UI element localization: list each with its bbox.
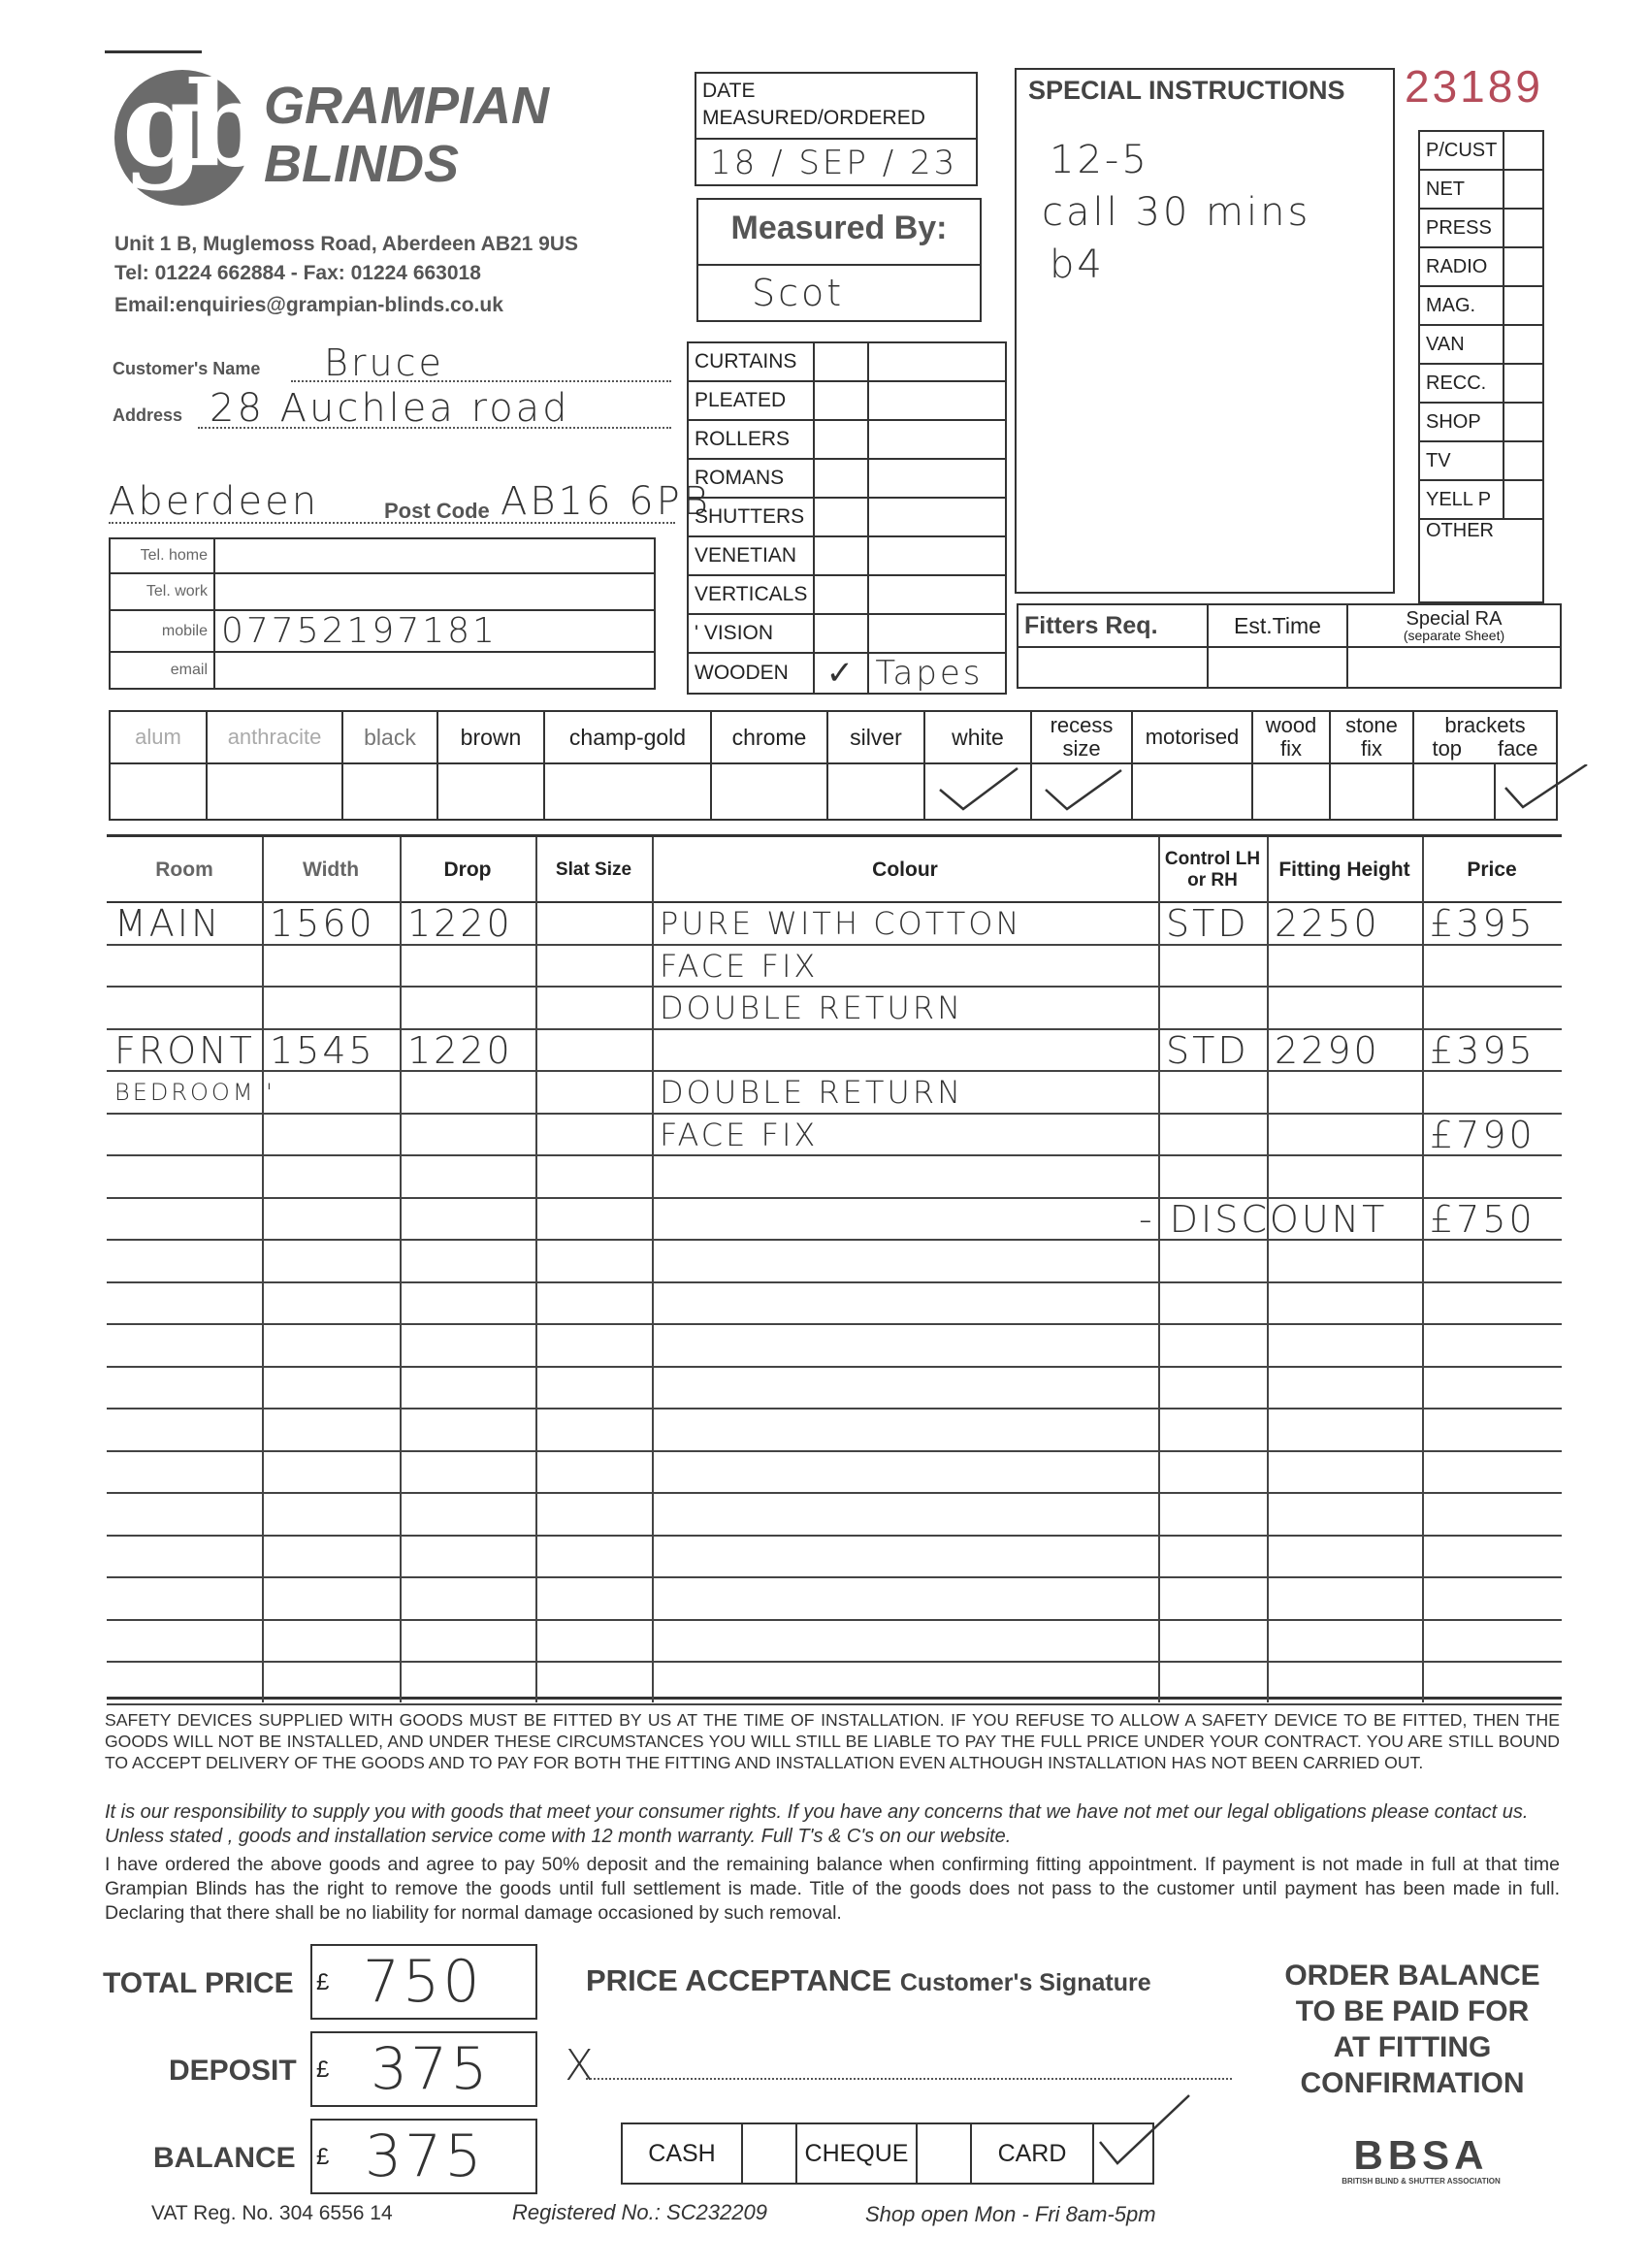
signature-line[interactable]	[586, 2078, 1232, 2080]
check-mark-icon	[1038, 764, 1125, 813]
date-label-1: DATE	[702, 80, 756, 102]
table-row[interactable]	[107, 1072, 1562, 1115]
order-cell[interactable]: 1220	[407, 1028, 513, 1072]
finish-stone-fix: stone fix	[1330, 711, 1413, 763]
table-row[interactable]	[107, 1537, 1562, 1579]
measured-by-box	[696, 198, 982, 322]
finish-brown: brown	[437, 711, 544, 763]
order-header-cell: Room	[155, 859, 213, 881]
blind-type-mark[interactable]	[814, 342, 868, 381]
finish-chrome: chrome	[711, 711, 827, 763]
blind-types-table	[687, 341, 1007, 695]
table-row[interactable]	[107, 1030, 1562, 1073]
finish-check-cell[interactable]	[1330, 763, 1413, 820]
order-cell[interactable]: STD	[1166, 1028, 1249, 1072]
date-label-2: MEASURED/ORDERED	[702, 107, 925, 129]
finish-anthracite: anthracite	[207, 711, 342, 763]
finish-check-cell[interactable]	[342, 763, 437, 820]
total-box[interactable]	[310, 1944, 537, 2020]
order-cell[interactable]: DOUBLE RETURN	[660, 989, 964, 1026]
total-value[interactable]: 750	[363, 1948, 483, 2016]
finish-check-cell-white[interactable]	[924, 763, 1031, 820]
deposit-value[interactable]: 375	[371, 2035, 491, 2103]
order-header-cell: Control LH or RH	[1164, 849, 1261, 891]
balance-label: BALANCE	[153, 2142, 296, 2174]
table-row[interactable]	[107, 988, 1562, 1030]
bbsa-logo-text: BBSA	[1353, 2132, 1489, 2178]
rights-terms: It is our responsibility to supply you with goods that meet your consumer rights. If you have any concerns that we have not met our legal obligations please contact us. Unless stated , goods and installation service come with 12 month warranty. Full T's & C's on our website.	[105, 1801, 1529, 1847]
company-logo	[114, 56, 260, 206]
blind-type-label: PLEATED	[688, 381, 814, 420]
payment-method-table	[621, 2122, 1154, 2185]
blind-type-mark[interactable]	[814, 381, 868, 420]
blind-type-note[interactable]	[868, 381, 1006, 420]
blind-type-label: VENETIAN	[688, 536, 814, 575]
order-cell[interactable]: 1560	[270, 902, 375, 945]
finish-wood-fix: wood fix	[1252, 711, 1330, 763]
address-line-1[interactable]: 28 Auchlea road	[210, 386, 570, 431]
order-header-cell: Drop	[443, 859, 492, 881]
special-ra-sub: (separate Sheet)	[1403, 628, 1505, 643]
order-cell[interactable]: PURE WITH COTTON	[660, 905, 1022, 942]
order-table	[107, 834, 1562, 1700]
source-label: MAG.	[1419, 286, 1504, 325]
source-row[interactable]	[1419, 247, 1543, 286]
card-label: CARD	[971, 2123, 1093, 2184]
company-name-1: GRAMPIAN	[264, 77, 549, 135]
source-label: OTHER	[1419, 519, 1543, 602]
check-mark-icon	[1096, 2091, 1193, 2169]
order-cell[interactable]: - DISCOUNT	[1139, 1197, 1388, 1241]
order-header-cell: Price	[1467, 859, 1517, 881]
special-instruction-line-2[interactable]: call 30 mins	[1042, 190, 1311, 235]
blind-type-note[interactable]	[868, 342, 1006, 381]
order-cell[interactable]: STD	[1166, 902, 1249, 945]
brackets-face-label: face	[1497, 736, 1538, 761]
vat-number: VAT Reg. No. 304 6556 14	[151, 2202, 393, 2224]
logo-letters: gb	[122, 56, 250, 193]
source-row[interactable]	[1419, 286, 1543, 325]
price-acceptance-title	[586, 1963, 1151, 1998]
table-row[interactable]	[107, 1368, 1562, 1410]
table-row[interactable]	[107, 1452, 1562, 1495]
order-balance-line: TO BE PAID FOR	[1295, 1995, 1530, 2027]
bbsa-logo-sub: BRITISH BLIND & SHUTTER ASSOCIATION	[1342, 2177, 1501, 2186]
measured-by-label: Measured By:	[730, 210, 948, 246]
order-cell[interactable]: £790	[1430, 1113, 1536, 1156]
contact-value[interactable]	[214, 652, 655, 689]
source-row[interactable]	[1419, 480, 1543, 519]
table-row[interactable]	[107, 1409, 1562, 1452]
blind-type-mark[interactable]	[814, 575, 868, 614]
currency-symbol: £	[316, 2057, 330, 2083]
contact-value[interactable]	[214, 538, 655, 573]
customer-name[interactable]: Bruce	[324, 341, 444, 384]
blind-type-label: VERTICALS	[688, 575, 814, 614]
balance-value[interactable]: 375	[365, 2122, 485, 2190]
order-balance-line: AT FITTING	[1333, 2031, 1492, 2063]
finish-check-cell-recess[interactable]	[1031, 763, 1132, 820]
special-ra-value[interactable]	[1347, 647, 1561, 688]
blind-type-row[interactable]	[688, 614, 1006, 653]
contact-label: Tel. home	[110, 538, 214, 573]
blind-type-row[interactable]	[688, 653, 1006, 694]
table-row[interactable]	[107, 1156, 1562, 1199]
blind-type-row[interactable]	[688, 420, 1006, 459]
finish-check-cell[interactable]	[437, 763, 544, 820]
brackets-top-label: top	[1432, 736, 1463, 761]
wooden-note[interactable]: Tapes	[868, 653, 1006, 694]
order-number: 23189	[1405, 61, 1543, 112]
postcode[interactable]: AB16 6PB	[501, 479, 711, 524]
brackets-label: brackets	[1444, 712, 1526, 737]
company-address: Unit 1 B, Muglemoss Road, Aberdeen AB21 9US	[114, 233, 579, 255]
cash-check[interactable]	[742, 2123, 796, 2184]
blind-type-note[interactable]	[868, 614, 1006, 653]
order-cell[interactable]: 2290	[1275, 1028, 1380, 1072]
order-cell[interactable]: £750	[1430, 1197, 1536, 1241]
finish-black: black	[342, 711, 437, 763]
order-cell[interactable]: BEDROOM '	[114, 1079, 275, 1106]
blind-type-note[interactable]	[868, 420, 1006, 459]
finish-recess-size: recess size	[1031, 711, 1132, 763]
balance-box[interactable]	[310, 2119, 537, 2194]
order-header-cell: Slat Size	[555, 859, 632, 880]
order-cell[interactable]: DOUBLE RETURN	[660, 1074, 964, 1111]
finish-check-cell[interactable]	[1252, 763, 1330, 820]
source-label: PRESS	[1419, 209, 1504, 247]
est-time-label: Est.Time	[1208, 604, 1347, 647]
special-instruction-line-1[interactable]: 12-5	[1050, 138, 1149, 182]
top-mark	[105, 50, 202, 53]
source-row[interactable]	[1419, 519, 1543, 602]
acceptance-title-text: PRICE ACCEPTANCE	[586, 1963, 892, 1997]
finish-check-cell[interactable]	[544, 763, 711, 820]
blind-type-note[interactable]	[868, 498, 1006, 536]
finish-check-cell[interactable]	[1132, 763, 1252, 820]
source-row[interactable]	[1419, 403, 1543, 441]
blind-type-mark[interactable]	[814, 498, 868, 536]
cheque-check[interactable]	[917, 2123, 971, 2184]
order-header-cell: Fitting Height	[1278, 859, 1410, 881]
agreement-terms: I have ordered the above goods and agree to pay 50% deposit and the remaining balance when confirming fitting appointment. If payment is not made in full at that time Grampian Blinds has the right to remove the goods until full settlement is made. Title of the goods does not pass to the customer until payment has been made in full. Declaring that there shall be no liability for normal damage occasioned by such removal.	[105, 1854, 1560, 1924]
table-row[interactable]	[107, 1663, 1562, 1705]
order-cell[interactable]: FACE FIX	[660, 1116, 819, 1153]
contact-row[interactable]	[110, 610, 655, 652]
finish-check-cell[interactable]	[110, 763, 207, 820]
table-row[interactable]	[107, 1283, 1562, 1326]
cheque-label: CHEQUE	[796, 2123, 917, 2184]
shop-hours: Shop open Mon - Fri 8am-5pm	[865, 2202, 1156, 2226]
source-label: TV	[1419, 441, 1504, 480]
source-label: SHOP	[1419, 403, 1504, 441]
total-label: TOTAL PRICE	[103, 1967, 294, 1999]
fitters-table	[1017, 603, 1562, 689]
table-row[interactable]	[107, 1325, 1562, 1368]
date-value[interactable]: 18 / SEP / 23	[710, 144, 958, 182]
source-label: VAN	[1419, 325, 1504, 364]
address-label: Address	[113, 405, 183, 425]
source-label: RECC.	[1419, 364, 1504, 403]
order-cell[interactable]: FRONT	[114, 1028, 255, 1072]
fitters-req-value[interactable]	[1018, 647, 1208, 688]
blind-type-label: ROLLERS	[688, 420, 814, 459]
check-mark-icon	[1502, 764, 1589, 813]
blind-type-mark[interactable]	[814, 614, 868, 653]
order-cell[interactable]: £395	[1430, 902, 1536, 945]
postcode-label: Post Code	[384, 499, 490, 523]
table-row[interactable]	[107, 1199, 1562, 1242]
blind-type-row[interactable]	[688, 342, 1006, 381]
blind-type-row[interactable]	[688, 381, 1006, 420]
source-list	[1418, 130, 1544, 603]
source-row[interactable]	[1419, 209, 1543, 247]
source-label: YELL P	[1419, 480, 1504, 519]
contact-value[interactable]	[214, 573, 655, 610]
blind-type-note[interactable]	[868, 536, 1006, 575]
contact-row[interactable]	[110, 573, 655, 610]
contact-row[interactable]	[110, 538, 655, 573]
contact-row[interactable]	[110, 652, 655, 689]
order-header-cell: Width	[302, 859, 360, 881]
mobile-value[interactable]: 07752197181	[214, 610, 655, 652]
registered-number: Registered No.: SC232209	[512, 2200, 767, 2224]
currency-symbol: £	[316, 2144, 330, 2170]
table-row[interactable]	[107, 1578, 1562, 1621]
source-row[interactable]	[1419, 441, 1543, 480]
finish-check-cell[interactable]	[207, 763, 342, 820]
table-row[interactable]	[107, 946, 1562, 988]
source-row[interactable]	[1419, 364, 1543, 403]
deposit-box[interactable]	[310, 2031, 537, 2107]
finish-options-table	[109, 710, 1558, 821]
finish-champ-gold: champ-gold	[544, 711, 711, 763]
source-label: P/CUST	[1419, 131, 1504, 170]
finish-white: white	[924, 711, 1031, 763]
blind-type-mark[interactable]	[814, 536, 868, 575]
blind-type-label: CURTAINS	[688, 342, 814, 381]
order-balance-note	[1257, 1958, 1568, 2101]
blind-type-label: ROMANS	[688, 459, 814, 498]
blind-type-row[interactable]	[688, 536, 1006, 575]
company-email: Email:enquiries@grampian-blinds.co.uk	[114, 294, 503, 316]
finish-silver: silver	[827, 711, 924, 763]
card-check[interactable]	[1093, 2123, 1153, 2184]
check-mark-icon	[934, 764, 1021, 813]
company-phones: Tel: 01224 662884 - Fax: 01224 663018	[114, 262, 481, 284]
table-row[interactable]	[107, 1115, 1562, 1157]
table-row[interactable]	[107, 1621, 1562, 1664]
blind-type-note[interactable]	[868, 575, 1006, 614]
order-cell[interactable]: 1545	[270, 1028, 375, 1072]
order-cell[interactable]: 1220	[407, 902, 513, 945]
contact-label: Tel. work	[110, 573, 214, 610]
special-instructions-label: SPECIAL INSTRUCTIONS	[1028, 76, 1345, 105]
source-label: NET	[1419, 170, 1504, 209]
order-balance-line: ORDER BALANCE	[1284, 1960, 1540, 1992]
measured-by-value[interactable]: Scot	[752, 272, 845, 314]
bbsa-logo	[1310, 2134, 1533, 2186]
source-row[interactable]	[1419, 131, 1543, 170]
signature-mark[interactable]: X	[565, 2041, 598, 2090]
deposit-label: DEPOSIT	[169, 2055, 297, 2087]
finish-check-cell[interactable]	[827, 763, 924, 820]
est-time-value[interactable]	[1208, 647, 1347, 688]
source-row[interactable]	[1419, 325, 1543, 364]
order-cell[interactable]: 2250	[1275, 902, 1380, 945]
order-cell[interactable]: FACE FIX	[660, 947, 819, 985]
special-instructions-box	[1015, 68, 1395, 594]
wooden-check-mark[interactable]: ✓	[814, 653, 868, 694]
finish-check-cell-face[interactable]	[1495, 763, 1557, 820]
address-line-2[interactable]: Aberdeen	[109, 479, 320, 524]
finish-check-cell[interactable]	[711, 763, 827, 820]
fitters-req-label: Fitters Req.	[1018, 604, 1208, 647]
blind-type-mark[interactable]	[814, 459, 868, 498]
blind-type-label: SHUTTERS	[688, 498, 814, 536]
blind-type-mark[interactable]	[814, 420, 868, 459]
order-cell[interactable]: MAIN	[114, 902, 222, 945]
source-label: RADIO	[1419, 247, 1504, 286]
acceptance-sub-text: Customer's Signature	[899, 1969, 1151, 1996]
currency-symbol: £	[316, 1969, 330, 1995]
table-row[interactable]	[107, 903, 1562, 946]
cash-label: CASH	[622, 2123, 742, 2184]
blind-type-row[interactable]	[688, 459, 1006, 498]
safety-terms: SAFETY DEVICES SUPPLIED WITH GOODS MUST BE FITTED BY US AT THE TIME OF INSTALLATION. IF YOU REFUSE TO ALLOW A SAFETY DEVICE TO BE FITTED, THEN THE GOODS WILL NOT BE INSTALLED, AND UNDER THESE CIRCUMSTANCES YOU WILL STILL BE LIABLE TO PAY THE FULL PRICE UNDER YOUR CONTRACT. YOU ARE STILL BOUND TO ACCEPT DELIVERY OF THE GOODS AND TO PAY FOR BOTH THE FITTING AND INSTALLATION EVEN ALTHOUGH INSTALLATION HAS NOT BEEN CARRIED OUT.	[105, 1710, 1560, 1772]
table-row[interactable]	[107, 1241, 1562, 1283]
special-ra-label: Special RA	[1406, 608, 1503, 630]
order-header-cell: Colour	[872, 859, 938, 881]
finish-alum: alum	[110, 711, 207, 763]
date-box	[695, 72, 978, 186]
blind-type-note[interactable]	[868, 459, 1006, 498]
contact-label: mobile	[110, 610, 214, 652]
source-row[interactable]	[1419, 170, 1543, 209]
blind-type-row[interactable]	[688, 575, 1006, 614]
finish-check-cell[interactable]	[1413, 763, 1495, 820]
table-row[interactable]	[107, 1494, 1562, 1537]
contact-label: email	[110, 652, 214, 689]
blind-type-label: ' VISION	[688, 614, 814, 653]
order-balance-line: CONFIRMATION	[1300, 2067, 1525, 2099]
contact-table	[109, 537, 656, 690]
special-instruction-line-3[interactable]: b4	[1050, 243, 1105, 287]
blind-type-label: WOODEN	[688, 653, 814, 694]
finish-motorised: motorised	[1132, 711, 1252, 763]
blind-type-row[interactable]	[688, 498, 1006, 536]
company-name-2: BLINDS	[264, 135, 459, 193]
order-cell[interactable]: £395	[1430, 1028, 1536, 1072]
customer-name-label: Customer's Name	[113, 359, 261, 378]
